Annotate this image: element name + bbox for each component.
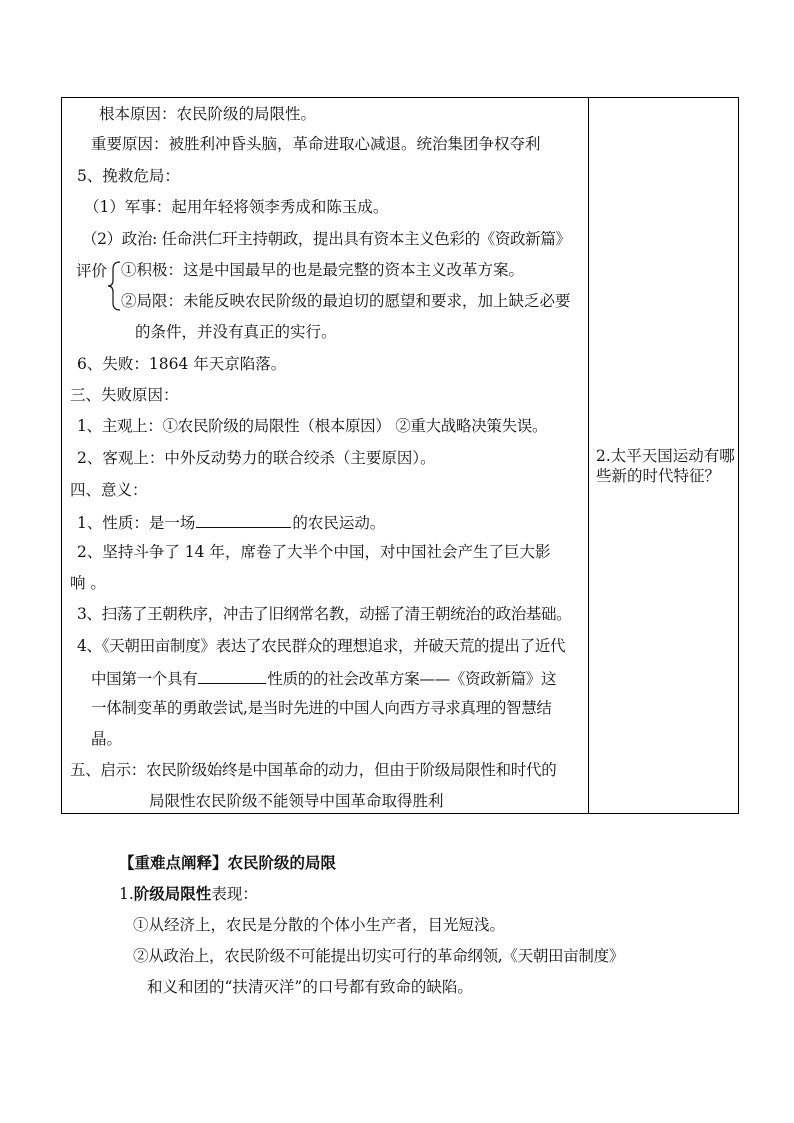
text-fragment: 的农民运动。 (292, 514, 386, 532)
text-line (77, 511, 385, 533)
text-line: 局限性农民阶级不能领导中国革命取得胜利 (149, 792, 444, 810)
text-line: 根本原因：农民阶级的局限性。 (99, 105, 317, 123)
text-line: ②局限：未能反映农民阶级的最迫切的愿望和要求，加上缺乏必要 (121, 292, 571, 310)
text-line: 晶。 (91, 730, 123, 748)
notes-paragraph: ②从政治上，农民阶级不可能提出切实可行的革命纲领,《天朝田亩制度》 (133, 947, 625, 965)
column-divider (588, 98, 589, 813)
text-line: 4、《天朝田亩制度》表达了农民群众的理想追求，并破天荒的提出了近代 (77, 637, 566, 655)
notes-subheading (119, 884, 258, 904)
notes-heading (119, 853, 336, 873)
text-fragment: 1、性质：是一场 (77, 514, 196, 532)
notes-sub-bold: 阶级局限性 (133, 884, 212, 903)
text-line: 5、挽救危局： (77, 167, 180, 185)
brace-icon (107, 260, 121, 312)
side-question: 2.太平天国运动有哪些新的时代特征？ (596, 447, 735, 485)
section-heading: 三、失败原因： (70, 386, 179, 404)
notes-sub-rest: 表现： (211, 885, 258, 903)
text-line (91, 667, 556, 689)
text-line: 响 。 (70, 574, 106, 592)
text-line: （2）政治: 任命洪仁玕主持朝政，提出具有资本主义色彩的《资政新篇》 (82, 230, 571, 248)
text-fragment: 性质的的社会改革方案——《资政新篇》这 (267, 670, 557, 688)
text-line: 1、主观上：①农民阶级的局限性（根本原因） ②重大战略决策失误。 (77, 417, 548, 435)
text-line: 6、失败：1864 年天京陷落。 (77, 355, 287, 373)
text-line: （1）军事：起用年轻将领李秀成和陈玉成。 (84, 198, 389, 216)
evaluation-label: 评价 (76, 262, 108, 280)
notes-heading-bold: 【重难点阐释】 (119, 853, 228, 872)
text-line: 2、坚持斗争了 14 年，席卷了大半个中国，对中国社会产生了巨大影 (77, 543, 551, 561)
fill-in-blank[interactable] (198, 667, 266, 684)
text-line: 一体制变革的勇敢尝试,是当时先进的中国人向西方寻求真理的智慧结 (91, 699, 552, 717)
lesson-table (61, 97, 739, 814)
text-line: 重要原因：被胜利冲昏头脑，革命进取心减退。统治集团争权夺利 (91, 135, 541, 153)
notes-paragraph: 和义和团的“扶清灭洋”的口号都有致命的缺陷。 (147, 978, 473, 996)
fill-in-blank[interactable] (196, 511, 291, 528)
section-heading: 四、意义： (70, 481, 148, 499)
notes-sub-number: 1. (119, 885, 134, 903)
notes-paragraph: ①从经济上，农民是分散的个体小生产者，目光短浅。 (133, 916, 506, 934)
text-line: 2、客观上：中外反动势力的联合绞杀（主要原因）。 (77, 449, 436, 467)
text-fragment: 中国第一个具有 (91, 670, 198, 688)
text-line: 3、扫荡了王朝秩序，冲击了旧纲常名教，动摇了清王朝统治的政治基础。 (77, 605, 572, 623)
section-heading: 五、启示：农民阶级始终是中国革命的动力，但由于阶级局限性和时代的 (70, 761, 557, 779)
text-line: ①积极：这是中国最早的也是最完整的资本主义改革方案。 (121, 261, 525, 279)
notes-heading-rest: 农民阶级的局限 (227, 853, 337, 872)
text-line: 的条件，并没有真正的实行。 (135, 323, 337, 341)
